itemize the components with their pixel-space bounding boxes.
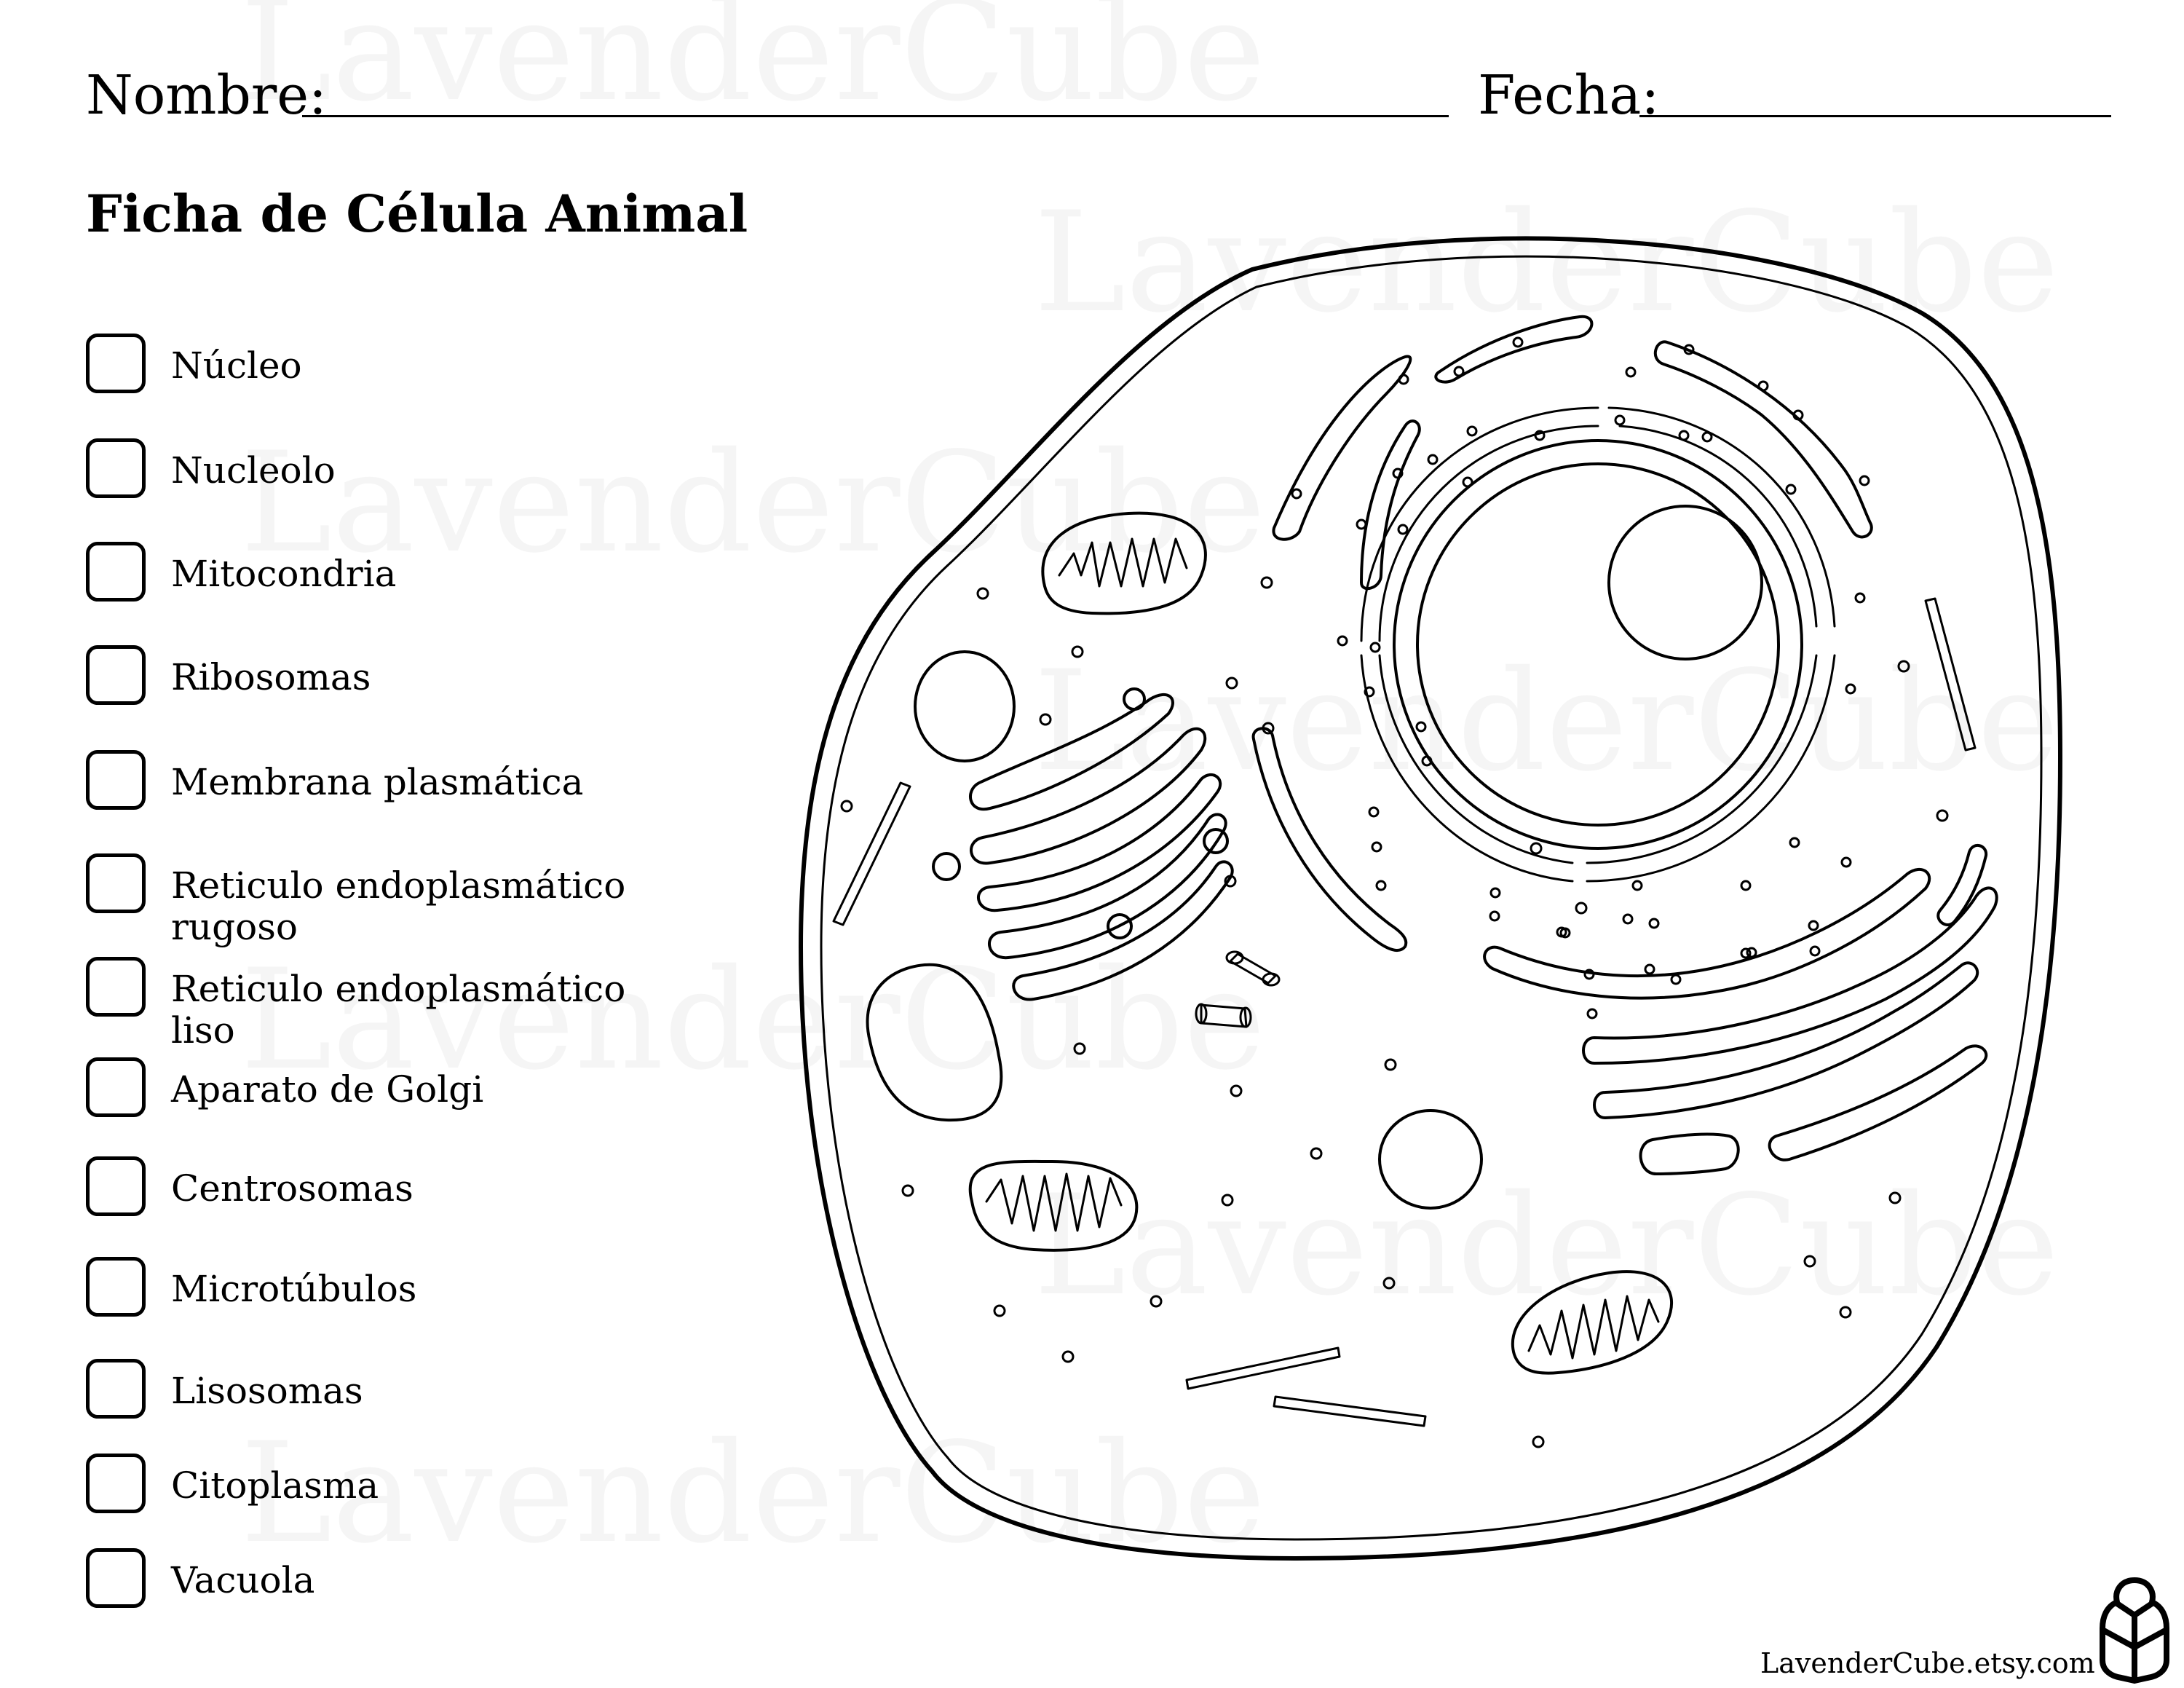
checklist-label: Membrana plasmática xyxy=(171,761,584,803)
nuclear-envelope-lumen xyxy=(1361,408,1835,881)
checklist-label: Aparato de Golgi xyxy=(171,1068,484,1111)
checklist-label: Núcleo xyxy=(171,344,302,387)
nucleolus xyxy=(1609,506,1762,659)
vacuole xyxy=(868,965,1002,1120)
date-label: Fecha: xyxy=(1478,64,1660,127)
nuclear-envelope-outer xyxy=(1394,441,1802,848)
rough-er xyxy=(1254,317,1997,1174)
mitochondrion xyxy=(1042,513,1206,614)
checklist-label: Vacuola xyxy=(171,1559,315,1601)
cell-membrane-outer xyxy=(801,238,2060,1558)
checklist-label: Reticulo endoplasmático liso xyxy=(171,968,626,1052)
checklist-label: Microtúbulos xyxy=(171,1268,417,1310)
checklist-label: Ribosomas xyxy=(171,656,371,698)
vacuole xyxy=(915,652,1014,761)
checklist-label: Citoplasma xyxy=(171,1464,379,1507)
checklist-label: Centrosomas xyxy=(171,1167,414,1210)
checklist-label: Reticulo endoplasmático rugoso xyxy=(171,864,626,948)
golgi-apparatus xyxy=(933,689,1233,1000)
mitochondrion xyxy=(970,1162,1137,1250)
footer-url: LavenderCube.etsy.com xyxy=(1760,1647,2095,1679)
microtubules xyxy=(834,599,1975,1426)
cell-membrane-inner xyxy=(821,256,2041,1539)
page-title: Ficha de Célula Animal xyxy=(86,184,748,244)
cube-logo-icon xyxy=(2100,1574,2169,1684)
mitochondrion xyxy=(1513,1271,1671,1373)
checklist-label: Mitocondria xyxy=(171,553,397,595)
centrosome xyxy=(1196,952,1279,1027)
checklist-label: Lisosomas xyxy=(171,1370,363,1412)
lysosome xyxy=(1380,1111,1481,1208)
checklist-label: Nucleolo xyxy=(171,449,336,492)
name-label: Nombre: xyxy=(86,64,327,127)
